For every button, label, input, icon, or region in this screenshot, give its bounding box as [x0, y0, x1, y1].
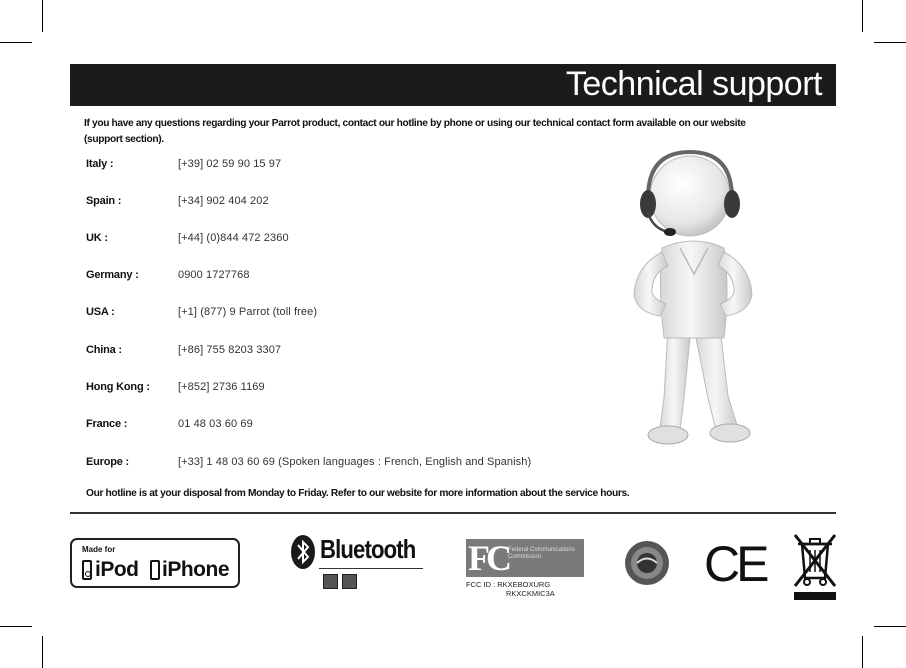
made-for-label: Made for: [82, 545, 116, 554]
country-label: UK :: [86, 232, 108, 244]
phone-number: 01 48 03 60 69: [178, 418, 253, 430]
fcc-logo: [466, 539, 584, 577]
crop-mark: [874, 626, 906, 627]
phone-number: [+33] 1 48 03 60 69 (Spoken languages : French, English and Spanish): [178, 456, 532, 468]
bluetooth-icon: [290, 534, 316, 570]
hotline-hours-note: Our hotline is at your disposal from Monday to Friday. Refer to our website for more information about the service hours.: [86, 488, 630, 499]
country-label: Italy :: [86, 158, 114, 170]
bluetooth-wordmark: Bluetooth: [320, 534, 416, 564]
ce-mark-icon: CE: [704, 536, 766, 592]
country-label: Europe :: [86, 456, 130, 468]
crop-mark: [862, 636, 863, 668]
fcc-agency-text: Federal Communications Commission: [508, 547, 575, 560]
phone-number: [+1] (877) 9 Parrot (toll free): [178, 306, 318, 318]
crop-mark: [0, 42, 32, 43]
fcc-letters: FC: [468, 538, 508, 578]
ipod-icon: [82, 560, 92, 580]
country-label: Hong Kong :: [86, 381, 150, 393]
weee-crossed-bin-icon: [792, 532, 838, 602]
bluetooth-profile-icon: [342, 574, 357, 589]
crop-mark: [42, 0, 43, 32]
bluetooth-underline: [319, 568, 423, 569]
intro-text: If you have any questions regarding your Parrot product, contact our hotline by phone or using our technical contact form available on our website (support section).: [84, 118, 746, 145]
fcc-id-line: FCC ID : RKXEBOXURG: [466, 580, 551, 589]
country-label: China :: [86, 344, 122, 356]
country-label: USA :: [86, 306, 115, 318]
phone-number: [+44] (0)844 472 2360: [178, 232, 289, 244]
made-for-ipod-iphone-logo: [70, 538, 240, 588]
fcc-id: [466, 580, 555, 598]
bluetooth-profile-icon: [323, 574, 338, 589]
crop-mark: [42, 636, 43, 668]
iphone-icon: [150, 560, 160, 580]
divider: [70, 512, 836, 514]
iphone-label: iPhone: [162, 558, 230, 581]
country-label: France :: [86, 418, 128, 430]
ipod-label: iPod: [95, 558, 139, 581]
phone-number: [+86] 755 8203 3307: [178, 344, 282, 356]
certification-seal-icon: [624, 540, 670, 586]
country-label: Spain :: [86, 195, 122, 207]
country-label: Germany :: [86, 269, 139, 281]
phone-number: 0900 1727768: [178, 269, 250, 281]
phone-number: [+39] 02 59 90 15 97: [178, 158, 282, 170]
fcc-id-line: RKXCKMIC3A: [506, 589, 555, 598]
support-figure-illustration: [624, 148, 756, 453]
crop-mark: [862, 0, 863, 32]
crop-mark: [874, 42, 906, 43]
page-title: Technical support: [565, 65, 822, 103]
phone-number: [+852] 2736 1169: [178, 381, 265, 393]
header-bar: [70, 64, 836, 106]
crop-mark: [0, 626, 32, 627]
phone-number: [+34] 902 404 202: [178, 195, 269, 207]
